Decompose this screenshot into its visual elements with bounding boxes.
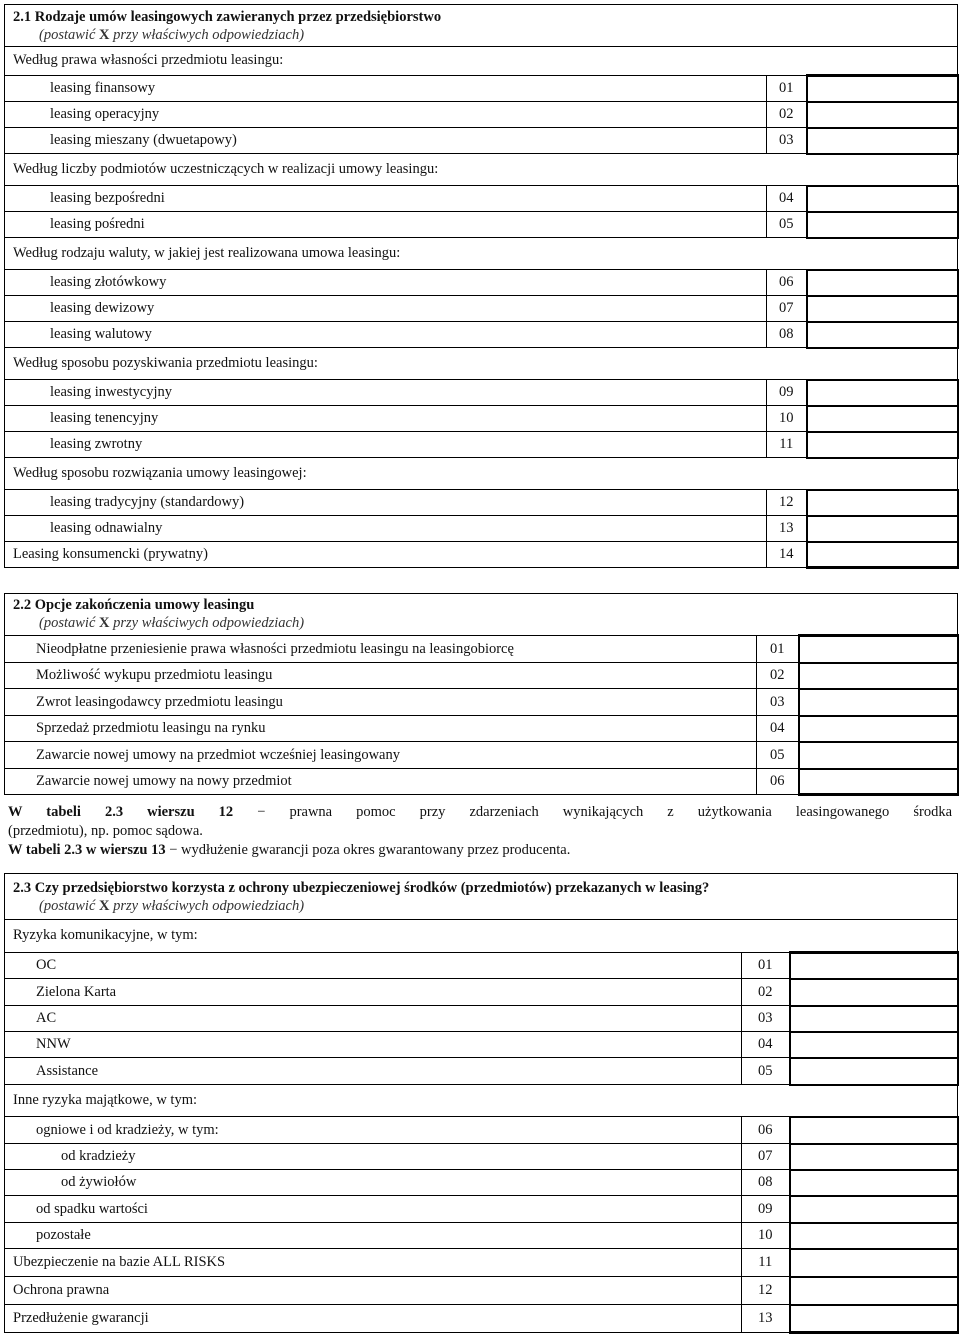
row-code: 03 — [767, 128, 807, 154]
answer-box[interactable] — [790, 1170, 958, 1196]
row-code: 13 — [767, 516, 807, 542]
row-label: Możliwość wykupu przedmiotu leasingu — [5, 663, 757, 689]
row-code: 06 — [767, 270, 807, 296]
hint-text: (postawić — [39, 615, 100, 631]
row-label: Nieodpłatne przeniesienie prawa własności przedmiotu leasingu na leasingobiorcę — [5, 636, 757, 663]
section-2-1-title: 2.1 Rodzaje umów leasingowych zawieranych przez przedsiębiorstwo — [13, 8, 442, 25]
row-code: 01 — [757, 636, 799, 663]
section-2-2-hint — [13, 614, 957, 632]
note-text: − wydłużenie gwarancji poza okres gwarantowany przez producenta. — [165, 842, 571, 858]
answer-box[interactable] — [807, 432, 958, 458]
row-label: Zwrot leasingodawcy przedmiotu leasingu — [5, 689, 757, 716]
row-code: 01 — [742, 953, 790, 979]
group-heading: Według sposobu pozyskiwania przedmiotu leasingu: — [5, 348, 958, 380]
row-code: 02 — [757, 663, 799, 689]
row-code: 02 — [742, 979, 790, 1006]
answer-box[interactable] — [807, 102, 958, 128]
hint-text: przy właściwych odpowiedziach) — [109, 26, 305, 43]
row-code: 11 — [742, 1249, 790, 1277]
row-code: 01 — [767, 76, 807, 102]
row-code: 11 — [767, 432, 807, 458]
row-code: 10 — [742, 1223, 790, 1249]
group-heading: Ryzyka komunikacyjne, w tym: — [5, 920, 958, 953]
row-label: leasing złotówkowy — [5, 270, 767, 296]
row-label: Assistance — [5, 1058, 742, 1085]
answer-box[interactable] — [790, 1249, 958, 1277]
row-label: pozostałe — [5, 1223, 742, 1249]
row-code: 10 — [767, 406, 807, 432]
section-2-3-title: 2.3 Czy przedsiębiorstwo korzysta z ochrony ubezpieczeniowej środków (przedmiotów) przekazanych w leasing? — [13, 879, 710, 896]
row-label: leasing inwestycyjny — [5, 380, 767, 406]
answer-box[interactable] — [807, 128, 958, 154]
row-label: Sprzedaż przedmiotu leasingu na rynku — [5, 716, 757, 742]
answer-box[interactable] — [799, 663, 958, 689]
row-label: od żywiołów — [5, 1170, 742, 1196]
row-code: 09 — [742, 1196, 790, 1223]
row-label: od kradzieży — [5, 1144, 742, 1170]
row-label: Przedłużenie gwarancji — [5, 1305, 742, 1333]
row-label: NNW — [5, 1032, 742, 1058]
row-label: od spadku wartości — [5, 1196, 742, 1223]
row-code: 03 — [757, 689, 799, 716]
row-code: 07 — [767, 296, 807, 322]
row-label: leasing operacyjny — [5, 102, 767, 128]
answer-box[interactable] — [807, 322, 958, 348]
section-2-1-hint — [13, 26, 957, 44]
hint-x: X — [99, 897, 110, 914]
hint-text: (postawić — [39, 26, 100, 43]
answer-box[interactable] — [807, 406, 958, 432]
note-bold-text: W tabeli 2.3 wierszu 12 — [8, 804, 234, 820]
table-2-3 — [4, 873, 959, 1334]
row-code: 12 — [742, 1277, 790, 1305]
answer-box[interactable] — [807, 270, 958, 296]
note-row-12-line2: (przedmiotu), np. pomoc sądowa. — [8, 823, 203, 839]
answer-box[interactable] — [790, 1305, 958, 1333]
section-2-3-hint — [13, 897, 957, 915]
answer-box[interactable] — [807, 516, 958, 542]
answer-box[interactable] — [790, 1006, 958, 1032]
row-code: 05 — [767, 212, 807, 238]
row-label: leasing tenencyjny — [5, 406, 767, 432]
row-code: 04 — [742, 1032, 790, 1058]
row-code: 02 — [767, 102, 807, 128]
row-label: OC — [5, 953, 742, 979]
group-heading: Według sposobu rozwiązania umowy leasingowej: — [5, 458, 958, 490]
row-label: Leasing konsumencki (prywatny) — [5, 542, 767, 568]
answer-box[interactable] — [799, 742, 958, 769]
row-code: 06 — [742, 1117, 790, 1144]
hint-text: przy właściwych odpowiedziach) — [109, 615, 305, 631]
answer-box[interactable] — [799, 716, 958, 742]
note-row-12-line1 — [8, 803, 952, 822]
answer-box[interactable] — [790, 979, 958, 1006]
row-label: Zielona Karta — [5, 979, 742, 1006]
group-heading: Według prawa własności przedmiotu leasingu: — [5, 47, 958, 76]
row-label: leasing walutowy — [5, 322, 767, 348]
note-row-13 — [8, 841, 952, 860]
row-label: leasing zwrotny — [5, 432, 767, 458]
row-code: 09 — [767, 380, 807, 406]
row-code: 12 — [767, 490, 807, 516]
section-2-2-header — [5, 594, 958, 636]
row-label: leasing tradycyjny (standardowy) — [5, 490, 767, 516]
answer-box[interactable] — [807, 186, 958, 212]
answer-box[interactable] — [807, 296, 958, 322]
answer-box[interactable] — [790, 1277, 958, 1305]
row-label: leasing odnawialny — [5, 516, 767, 542]
answer-box[interactable] — [790, 1117, 958, 1144]
row-label: ogniowe i od kradzieży, w tym: — [5, 1117, 742, 1144]
row-label: leasing finansowy — [5, 76, 767, 102]
table-2-2 — [4, 593, 959, 796]
row-code: 05 — [757, 742, 799, 769]
answer-box[interactable] — [807, 76, 958, 102]
answer-box[interactable] — [799, 769, 958, 795]
row-code: 05 — [742, 1058, 790, 1085]
section-2-3-header — [5, 874, 958, 920]
answer-box[interactable] — [799, 636, 958, 663]
row-label: leasing bezpośredni — [5, 186, 767, 212]
answer-box[interactable] — [790, 1144, 958, 1170]
group-heading: Według liczby podmiotów uczestniczących w realizacji umowy leasingu: — [5, 154, 958, 186]
group-heading: Inne ryzyka majątkowe, w tym: — [5, 1085, 958, 1117]
row-code: 08 — [767, 322, 807, 348]
row-label: Ubezpieczenie na bazie ALL RISKS — [5, 1249, 742, 1277]
group-heading: Według rodzaju waluty, w jakiej jest realizowana umowa leasingu: — [5, 238, 958, 270]
hint-text: przy właściwych odpowiedziach) — [109, 897, 305, 914]
answer-box[interactable] — [807, 490, 958, 516]
table-2-1 — [4, 4, 959, 569]
answer-box[interactable] — [799, 689, 958, 716]
row-code: 06 — [757, 769, 799, 795]
row-code: 07 — [742, 1144, 790, 1170]
row-code: 04 — [757, 716, 799, 742]
answer-box[interactable] — [790, 1223, 958, 1249]
section-2-1-header — [5, 5, 958, 47]
row-code: 04 — [767, 186, 807, 212]
row-code: 08 — [742, 1170, 790, 1196]
answer-box[interactable] — [790, 1196, 958, 1223]
row-code: 14 — [767, 542, 807, 568]
row-label: Zawarcie nowej umowy na nowy przedmiot — [5, 769, 757, 795]
row-label: leasing mieszany (dwuetapowy) — [5, 128, 767, 154]
row-label: leasing pośredni — [5, 212, 767, 238]
row-code: 13 — [742, 1305, 790, 1333]
hint-x: X — [99, 615, 110, 631]
row-label: AC — [5, 1006, 742, 1032]
row-code: 03 — [742, 1006, 790, 1032]
answer-box[interactable] — [790, 1058, 958, 1085]
answer-box[interactable] — [807, 542, 958, 568]
row-label: Zawarcie nowej umowy na przedmiot wcześniej leasingowany — [5, 742, 757, 769]
hint-text: (postawić — [39, 897, 100, 914]
answer-box[interactable] — [807, 380, 958, 406]
hint-x: X — [99, 26, 110, 43]
note-text: − prawna pomoc przy zdarzeniach wynikających z użytkowania leasingowanego środka — [233, 804, 953, 820]
section-2-2-title: 2.2 Opcje zakończenia umowy leasingu — [13, 597, 255, 613]
answer-box[interactable] — [790, 953, 958, 979]
answer-box[interactable] — [807, 212, 958, 238]
row-label: leasing dewizowy — [5, 296, 767, 322]
note-bold-text: W tabeli 2.3 w wierszu 13 — [8, 842, 166, 858]
answer-box[interactable] — [790, 1032, 958, 1058]
row-label: Ochrona prawna — [5, 1277, 742, 1305]
